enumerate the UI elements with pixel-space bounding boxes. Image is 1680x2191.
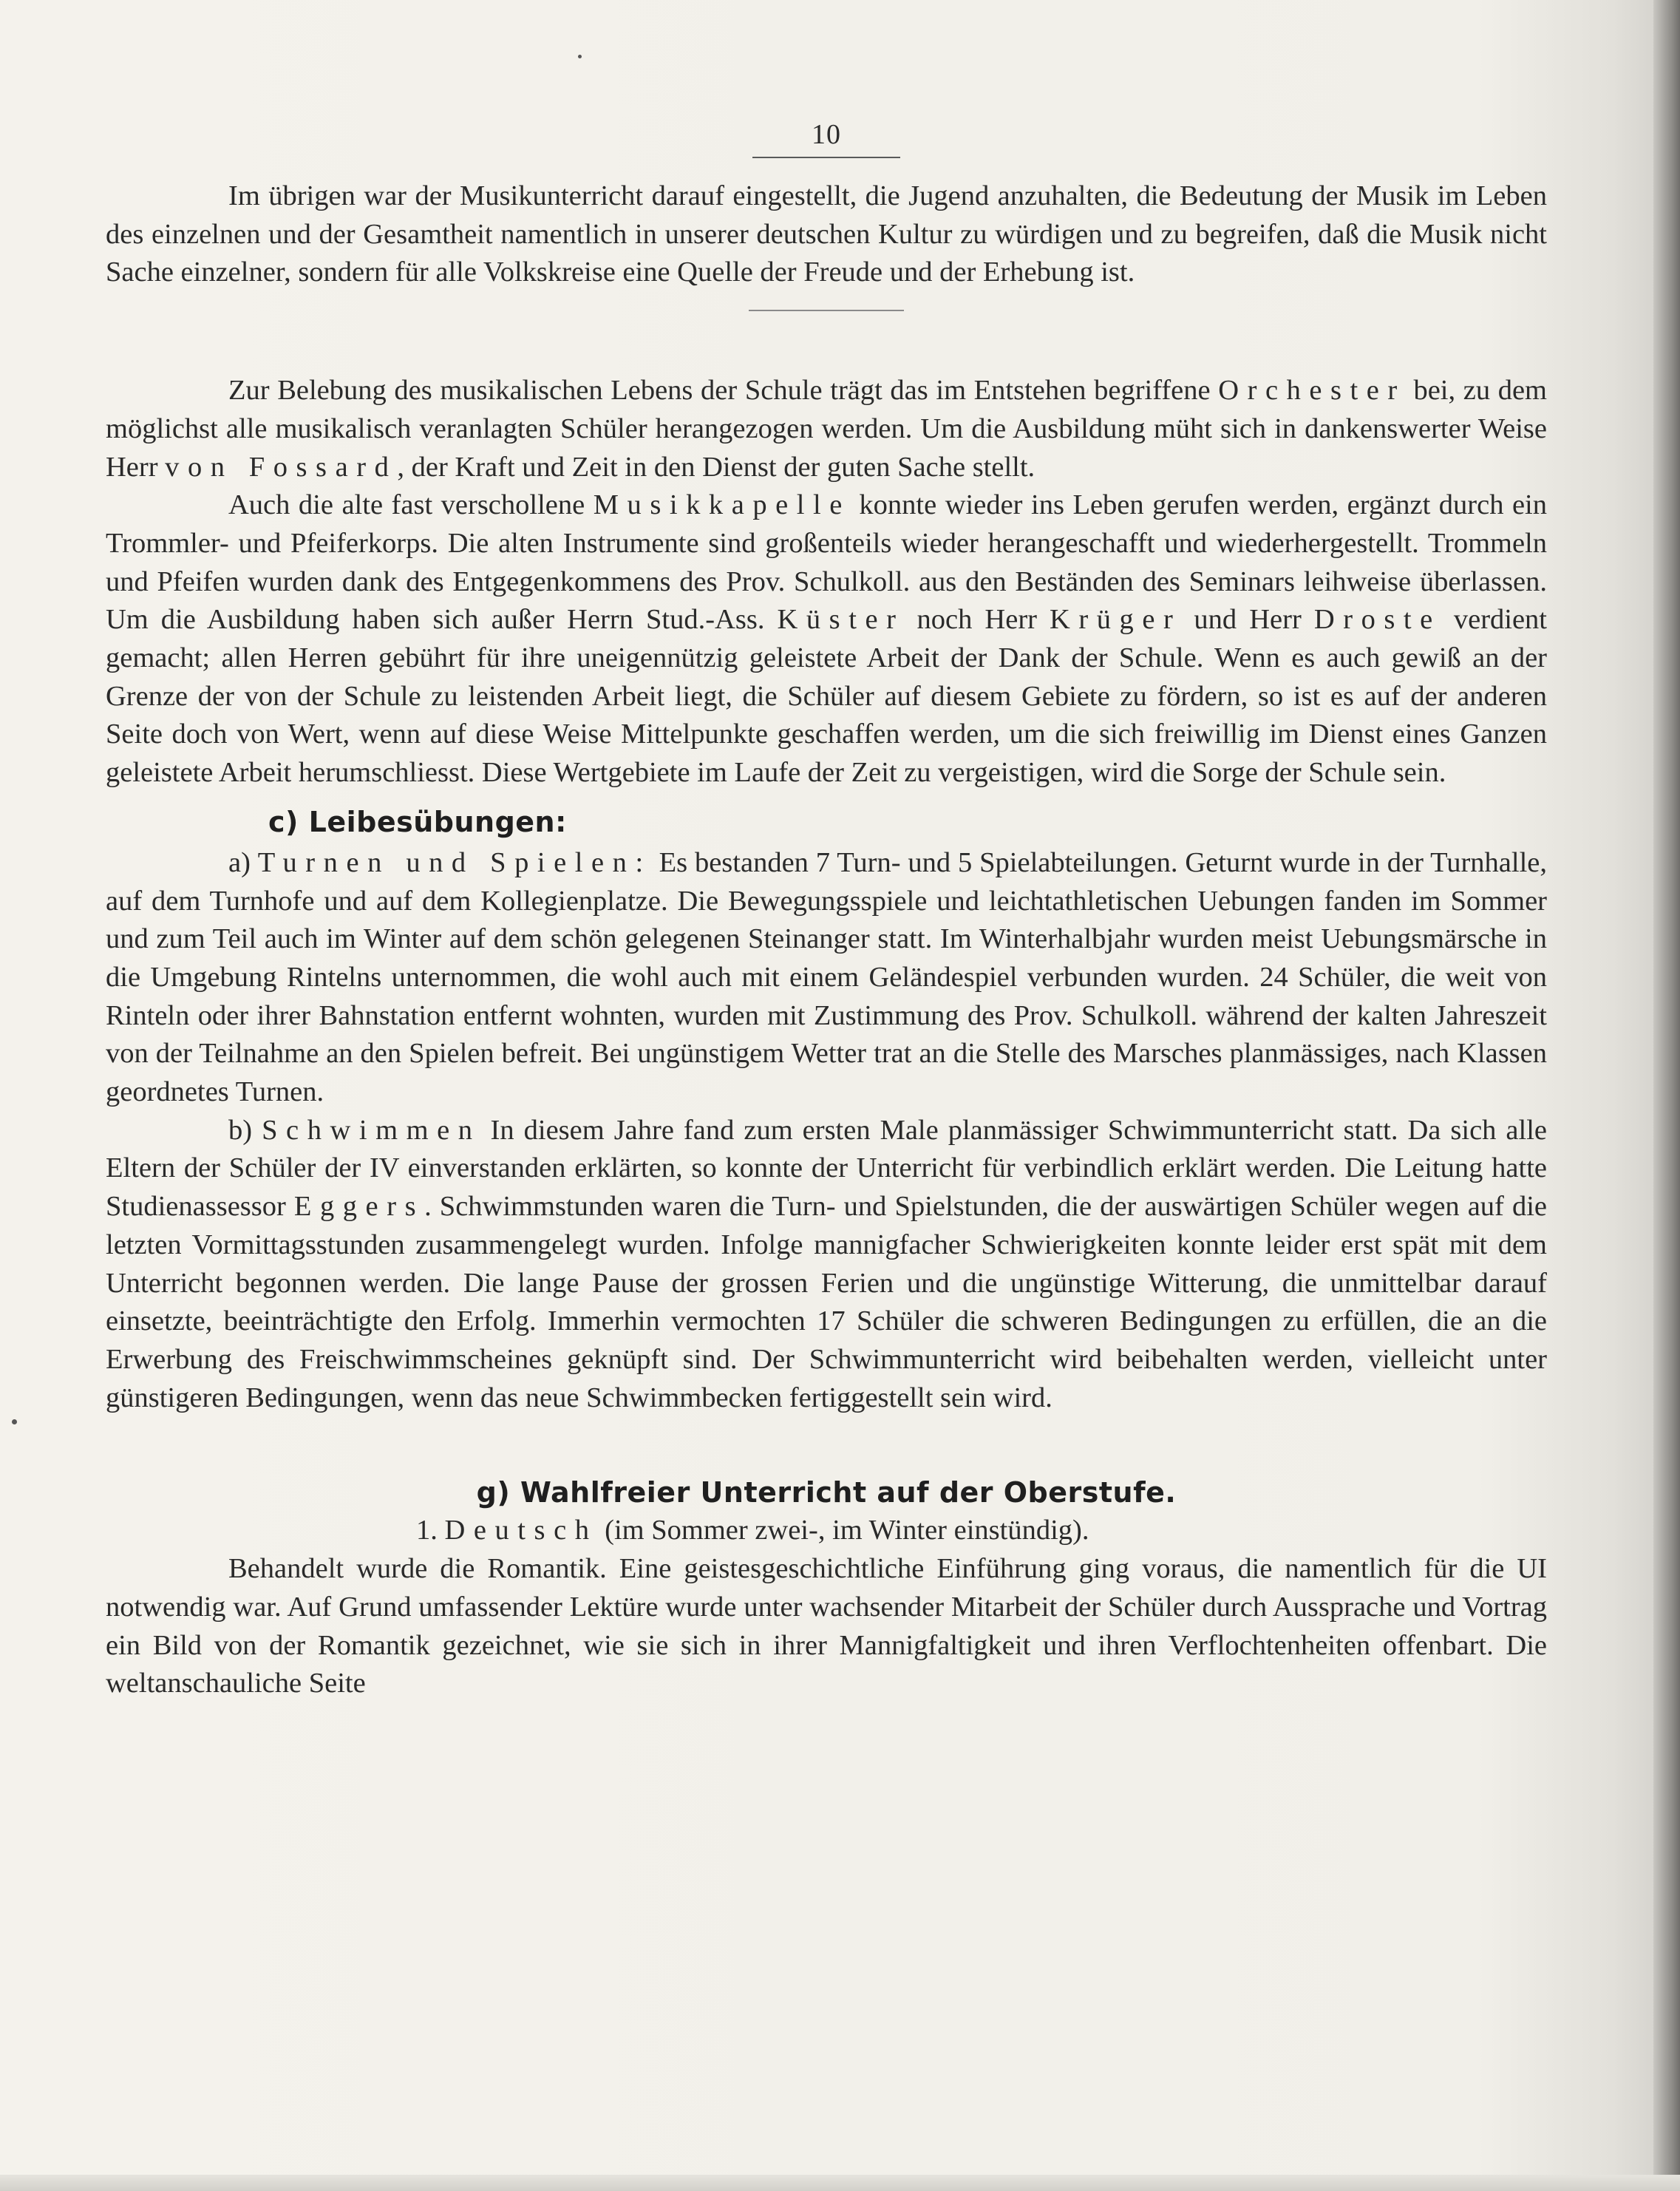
- section-divider: [749, 310, 904, 311]
- spaced-name-eggers: Eggers: [293, 1191, 425, 1223]
- spaced-name-kuester: Küster: [777, 604, 905, 636]
- paragraph-romantik: Behandelt wurde die Romantik. Eine geistesgeschichtliche Einführung ging voraus, die namentlich für die UI notwendig war. Auf Grund umfassender Lektüre wurde unter wachsender Mitarbeit der Schüler durch Aussprache und Vortrag ein Bild von der Romantik gezeichnet, wie sie sich in ihrer Mannigfaltigkeit und ihren Verflochtenheiten offenbart. Die weltanschauliche Seite: [106, 1553, 1547, 1699]
- speck: [578, 55, 582, 58]
- paragraph-musikunterricht: Im übrigen war der Musikunterricht darauf eingestellt, die Jugend anzuhalten, die Bedeutung der Musik im Leben des einzelnen und der Gesamtheit namentlich in unserer deutschen Kultur zu würdigen und zu begreifen, daß die Musik nicht Sache einzelner, sondern für alle Volkskreise eine Quelle der Freude und der Erhebung ist.: [106, 180, 1547, 288]
- spaced-term-orchester: Orchester: [1218, 375, 1406, 407]
- heading-leibesuebungen: c) Leibesübungen:: [268, 805, 567, 838]
- page-content: [106, 118, 1547, 1703]
- spaced-name-droste: Droste: [1313, 604, 1441, 636]
- page-number: 10: [812, 119, 841, 150]
- paragraph-musikkapelle: Auch die alte fast verschollene Musikkapelle konnte wieder ins Leben gerufen werden, ergänzt durch ein Trommler- und Pfeiferkorps. Die alten Instrumente sind großenteils wieder herangeschafft und wiederhergestellt. Trommeln und Pfeifen wurden dank des Entgegenkommens des Prov. Schulkoll. aus den Beständen des Seminars leihweise überlassen. Um die Ausbildung haben sich außer Herrn Stud.-Ass. Küster noch Herr Krüger und Herr Droste verdient gemacht; allen Herren gebührt für ihre uneigennützig geleistete Arbeit der Dank der Schule. Wenn es auch gewiß an der Grenze der von der Schule zu leistenden Arbeit liegt, die Schüler auf diesem Gebiete zu fördern, so ist es auf der anderen Seite doch von Wert, wenn auf diese Weise Mittelpunkte geschaffen werden, um die sich freiwillig im Dienst eines Ganzen geleistete Arbeit herumschliesst. Diese Wertgebiete im Laufe der Zeit zu vergeistigen, wird die Sorge der Schule sein.: [106, 489, 1547, 789]
- speck: [12, 1419, 17, 1424]
- spaced-term-deutsch: Deutsch: [444, 1515, 598, 1546]
- heading-wahlfreier-unterricht: g) Wahlfreier Unterricht auf der Oberstufe.: [476, 1476, 1177, 1509]
- page-edge-shadow: [1653, 0, 1680, 2191]
- page-bottom-edge: [0, 2175, 1680, 2191]
- spaced-term-schwimmen: Schwimmen: [262, 1114, 481, 1146]
- spaced-term-musikkapelle: Musikkapelle: [593, 489, 851, 521]
- paragraph-turnen: a) Turnen und Spielen: Es bestanden 7 Turn- und 5 Spielabteilungen. Geturnt wurde in der Turnhalle, auf dem Turnhofe und auf dem Kollegienplatze. Die Bewegungsspiele und leichtathletischen Uebungen fanden im Sommer und zum Teil auch im Winter auf dem schön gelegenen Steinanger statt. Im Winterhalbjahr wurden meist Uebungsmärsche in die Umgebung Rintelns unternommen, die wohl auch mit einem Geländespiel verbunden wurden. 24 Schüler, die weit von Rinteln oder ihrer Bahnstation entfernt wohnten, wurden mit Zustimmung des Prov. Schulkoll. während der kalten Jahreszeit von der Teilnahme an den Spielen befreit. Bei ungünstigem Wetter trat an die Stelle des Marsches planmässiges, nach Klassen geordnetes Turnen.: [106, 846, 1547, 1108]
- spaced-name-fossard: von Fossard: [165, 451, 398, 483]
- paragraph-schwimmen: b) Schwimmen In diesem Jahre fand zum ersten Male planmässiger Schwimmunterricht statt. Da sich alle Eltern der Schüler der IV einverstanden erklärten, so konnte der Unterricht für verbindlich erklärt werden. Die Leitung hatte Studienassessor Eggers. Schwimmstunden waren die Turn- und Spielstunden, die der auswärtigen Schüler wegen auf die letzten Vormittagsstunden zusammengelegt wurden. Infolge mannigfacher Schwierigkeiten konnte leider erst spät mit dem Unterricht begonnen werden. Die lange Pause der grossen Ferien und die ungünstige Witterung, die unmittelbar darauf einsetzte, beeinträchtigte den Erfolg. Immerhin vermochten 17 Schüler die schweren Bedingungen zu erfüllen, die an die Erwerbung des Freischwimmscheines geknüpft sind. Der Schwimmunterricht wird beibehalten werden, vielleicht unter günstigeren Bedingungen, wenn das neue Schwimmbecken fertiggestellt sein wird.: [106, 1114, 1547, 1413]
- paragraph-orchester: Zur Belebung des musikalischen Lebens der Schule trägt das im Entstehen begriffene Orchester bei, zu dem möglichst alle musikalisch veranlagten Schüler herangezogen werden. Um die Ausbildung müht sich in dankenswerter Weise Herr von Fossard, der Kraft und Zeit in den Dienst der guten Sache stellt.: [106, 375, 1547, 483]
- paragraph-deutsch: 1. Deutsch (im Sommer zwei-, im Winter einstündig).: [416, 1515, 1089, 1546]
- spaced-term-turnen: Turnen und Spielen:: [257, 846, 652, 878]
- spaced-name-krueger: Krüger: [1050, 604, 1182, 636]
